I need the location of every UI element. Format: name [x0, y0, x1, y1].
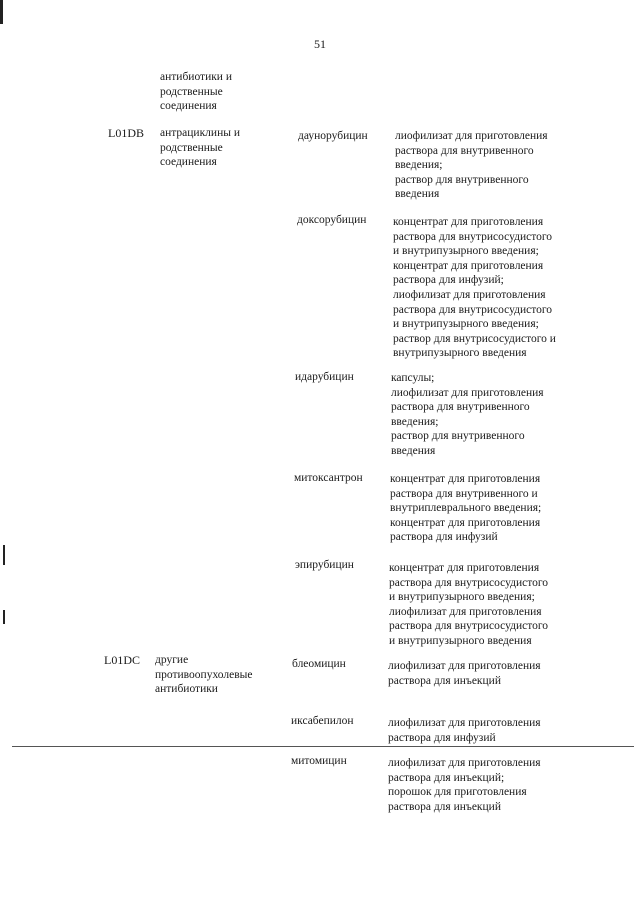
dosage-forms: концентрат для приготовления раствора для внутривенного и внутриплеврального введения; концентрат для приготовления раствора для инфузий	[390, 473, 542, 544]
page-number: 51	[314, 37, 326, 51]
drug-name: митоксантрон	[294, 472, 363, 484]
scan-margin-mark	[3, 545, 5, 565]
scan-margin-mark	[0, 0, 3, 24]
drug-name: иксабепилон	[291, 715, 354, 727]
group-name: другие противоопухолевые антибиотики	[155, 654, 253, 696]
dosage-forms: концентрат для приготовления раствора для внутрисосудистого и внутрипузырного введения; концентрат для приготовления раствора для инфузий; лиофилизат для приготовления раствора для внутрисосудистого и внутрипузырного введения; раствор для внутрисосудистого и внутрипузырного введения	[393, 216, 556, 360]
group-name: антибиотики и родственные соединения	[160, 71, 232, 113]
group-name: антрациклины и родственные соединения	[160, 127, 240, 169]
dosage-forms: лиофилизат для приготовления раствора для инъекций; порошок для приготовления раствора для инъекций	[388, 757, 541, 813]
dosage-forms: концентрат для приготовления раствора для внутрисосудистого и внутрипузырного введения; лиофилизат для приготовления раствора для внутрисосудистого и внутрипузырного введения	[389, 562, 549, 647]
drug-name: доксорубицин	[297, 214, 367, 226]
dosage-forms: лиофилизат для приготовления раствора для инъекций	[388, 660, 541, 687]
horizontal-rule	[12, 746, 634, 747]
dosage-forms: лиофилизат для приготовления раствора для внутривенного введения; раствор для внутривенного введения	[395, 130, 548, 201]
drug-name: идарубицин	[295, 371, 354, 383]
dosage-forms: капсулы; лиофилизат для приготовления раствора для внутривенного введения; раствор для внутривенного введения	[391, 372, 544, 457]
drug-name: даунорубицин	[298, 130, 368, 142]
atc-code: L01DB	[108, 126, 144, 140]
drug-name: митомицин	[291, 755, 347, 767]
scan-margin-mark	[3, 610, 5, 624]
atc-code: L01DC	[104, 653, 140, 667]
drug-name: блеомицин	[292, 658, 346, 670]
drug-name: эпирубицин	[295, 559, 354, 571]
dosage-forms: лиофилизат для приготовления раствора для инфузий	[388, 717, 541, 744]
